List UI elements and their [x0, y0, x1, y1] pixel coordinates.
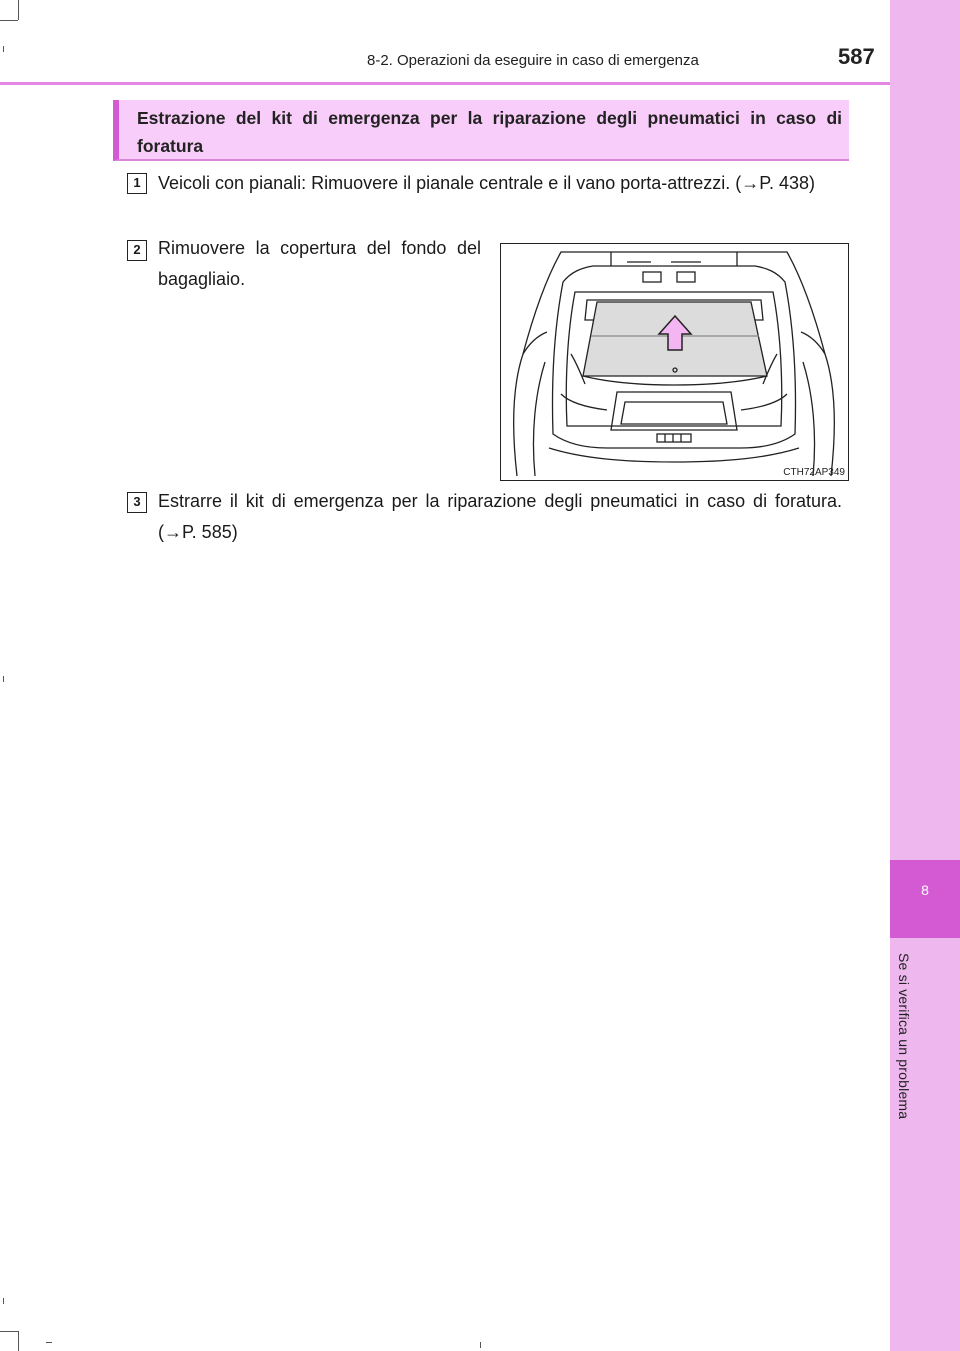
crop-mark — [0, 1331, 18, 1332]
figure-code: CTH72AP349 — [783, 467, 845, 478]
chapter-tab-active — [890, 860, 960, 938]
crop-mark — [3, 46, 4, 52]
chapter-side-tab — [890, 0, 960, 1351]
crop-mark — [480, 1342, 481, 1348]
trunk-drawing — [501, 244, 847, 479]
subheading-box — [113, 100, 849, 161]
crop-mark — [3, 1298, 4, 1304]
section-title: 8-2. Operazioni da eseguire in caso di emergenza — [367, 52, 699, 69]
crop-mark — [18, 0, 19, 20]
crop-mark — [0, 20, 18, 21]
crop-mark — [46, 1342, 52, 1343]
step-badge-3: 3 — [127, 492, 147, 513]
crop-mark — [18, 1331, 19, 1351]
page-number: 587 — [838, 44, 875, 69]
step-text-2: Rimuovere la copertura del fondo del bagagliaio. — [158, 238, 481, 289]
header-rule — [0, 82, 890, 85]
step-text-1: Veicoli con pianali: Rimuovere il pianale centrale e il vano porta-attrezzi. (→P. 438) — [158, 173, 816, 193]
subheading-text: Estrazione del kit di emergenza per la riparazione degli pneumatici in caso di foratura — [137, 108, 842, 156]
step-badge-2: 2 — [127, 240, 147, 261]
chapter-number: 8 — [921, 882, 929, 898]
step-text-3: Estrarre il kit di emergenza per la riparazione degli pneumatici in caso di foratura. (→P. 585) — [158, 491, 842, 542]
chapter-label: Se si verifica un problema — [896, 953, 912, 1120]
step-badge-1: 1 — [127, 173, 147, 194]
trunk-illustration — [500, 243, 849, 481]
crop-mark — [3, 676, 4, 682]
